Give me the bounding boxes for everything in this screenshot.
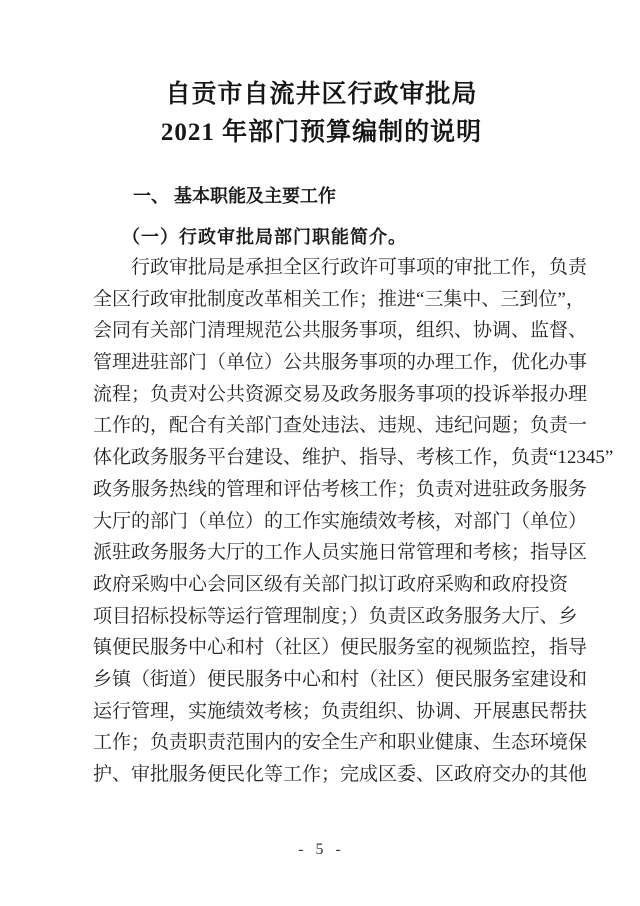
body-line: 乡镇（街道）便民服务中心和村（社区）便民服务室建设和 <box>93 668 588 690</box>
body-line: 工作的，配合有关部门查处违法、违规、违纪问题；负责一 <box>93 415 588 437</box>
document-title <box>93 76 550 152</box>
body-line: 运行管理，实施绩效考核；负责组织、协调、开展惠民帮扶 <box>93 700 588 722</box>
body-line: 政府采购中心会同区级有关部门拟订政府采购和政府投资 <box>93 573 569 595</box>
body-line: 派驻政务服务大厅的工作人员实施日常管理和考核；指导区 <box>93 542 588 564</box>
body-line: 项目招标投标等运行管理制度；）负责区政务服务大厅、乡 <box>93 605 578 627</box>
body-line: 会同有关部门清理规范公共服务事项，组织、协调、监督、 <box>93 320 588 342</box>
body-line: 管理进驻部门（单位）公共服务事项的办理工作，优化办事 <box>93 352 588 374</box>
body-paragraph <box>93 252 614 791</box>
document-title-line2: 2021 年部门预算编制的说明 <box>160 119 483 146</box>
body-line: 流程；负责对公共资源交易及政务服务事项的投诉举报办理 <box>93 383 588 405</box>
body-line: 大厅的部门（单位）的工作实施绩效考核，对部门（单位） <box>93 510 588 532</box>
body-line: 工作；负责职责范围内的安全生产和职业健康、生态环境保 <box>93 732 588 754</box>
section-heading: 一、 基本职能及主要工作 <box>133 186 336 206</box>
body-line: 政务服务热线的管理和评估考核工作；负责对进驻政务服务 <box>93 478 588 500</box>
body-line: 行政审批局是承担全区行政许可事项的审批工作，负责 <box>131 257 588 278</box>
body-line: 镇便民服务中心和村（社区）便民服务室的视频监控，指导 <box>93 637 588 659</box>
body-line: 全区行政审批制度改革相关工作；推进“三集中、三到位”， <box>93 288 585 310</box>
body-line: 体化政务服务平台建设、维护、指导、考核工作，负责“12345” <box>93 447 614 469</box>
body-line: 护、审批服务便民化等工作；完成区委、区政府交办的其他 <box>93 764 588 785</box>
document-title-line1: 自贡市自流井区行政审批局 <box>165 81 478 108</box>
subsection-heading: （一）行政审批局部门职能简介。 <box>122 227 407 247</box>
page-number: - 5 - <box>298 840 345 858</box>
